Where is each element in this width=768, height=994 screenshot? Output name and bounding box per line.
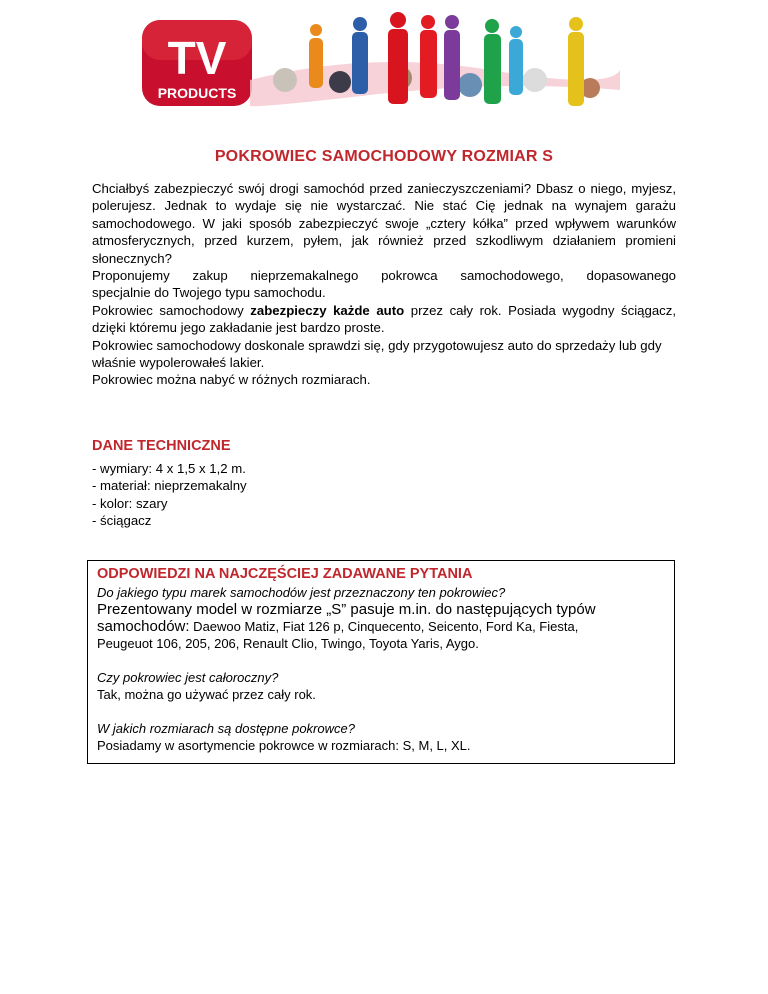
- technical-data-heading: DANE TECHNICZNE: [92, 438, 231, 454]
- technical-item: - ściągacz: [92, 513, 152, 529]
- technical-item: - kolor: szary: [92, 495, 168, 511]
- intro-paragraph-2-line-1: Proponujemy zakup nieprzemakalnego pokrowca samochodowego, dopasowanego: [92, 268, 676, 284]
- intro-paragraph-2-line-2: specjalnie do Twojego typu samochodu.: [92, 285, 326, 301]
- intro-paragraph-5: Pokrowiec można nabyć w różnych rozmiarach.: [92, 372, 371, 388]
- faq-box: [87, 560, 675, 764]
- faq-answer-1-line-2: [97, 618, 667, 635]
- faq-answer-3: Posiadamy w asortymencie pokrowce w rozmiarach: S, M, L, XL.: [97, 738, 471, 753]
- faq-answer-2: Tak, można go używać przez cały rok.: [97, 687, 316, 702]
- faq-answer-1-line-3: Peugeuot 106, 205, 206, Renault Clio, Twingo, Toyota Yaris, Aygo.: [97, 636, 479, 651]
- intro-paragraph-3-bold: zabezpieczy każde auto: [250, 302, 405, 318]
- logo-tv-text: TV: [167, 32, 227, 84]
- faq-body: [97, 584, 667, 754]
- technical-item: - wymiary: 4 x 1,5 x 1,2 m.: [92, 461, 246, 476]
- faq-question-2: Czy pokrowiec jest całoroczny?: [97, 670, 279, 685]
- faq-answer-1-models: Daewoo Matiz, Fiat 126 p, Cinquecento, Seicento, Ford Ka, Fiesta,: [189, 619, 579, 634]
- header-banner: [140, 10, 620, 120]
- faq-answer-1-line-1: Prezentowany model w rozmiarze „S” pasuje m.in. do następujących typów: [97, 601, 596, 618]
- intro-paragraph-3: [92, 302, 676, 337]
- intro-paragraph-3-start: Pokrowiec samochodowy: [92, 302, 251, 318]
- technical-item: - materiał: nieprzemakalny: [92, 478, 247, 494]
- faq-heading: ODPOWIEDZI NA NAJCZĘŚCIEJ ZADAWANE PYTANIA: [97, 566, 473, 582]
- intro-paragraph-1: Chciałbyś zabezpieczyć swój drogi samochód przed zanieczyszczeniami? Dbasz o niego, myjesz, polerujesz. Jednak to wydaje się nie wystarczać. Nie stać Cię jednak na wynajem garażu samochodowego. W jaki sposób zabezpieczyć swoje „cztery kółka” przed wpływem warunków atmosferycznych, przed kurzem, pyłem, jak również przed szkodliwym działaniem promieni słonecznych?: [92, 181, 676, 266]
- faq-question-3: W jakich rozmiarach są dostępne pokrowce?: [97, 721, 355, 736]
- intro-section: [92, 180, 676, 389]
- technical-data-list: [92, 460, 676, 530]
- faq-question-1: Do jakiego typu marek samochodów jest przeznaczony ten pokrowiec?: [97, 585, 506, 600]
- page-title: POKROWIEC SAMOCHODOWY ROZMIAR S: [214, 148, 554, 165]
- tv-products-logo: [140, 18, 254, 108]
- intro-paragraph-3-end: przez cały rok. Posiada wygodny ściągacz, dzięki któremu jego zakładanie jest bardzo proste.: [92, 302, 676, 336]
- intro-paragraph-4: Pokrowiec samochodowy doskonale sprawdzi się, gdy przygotowujesz auto do sprzedaży lub gdy właśnie wypolerowałeś lakier.: [92, 337, 662, 371]
- logo-products-text: PRODUCTS: [157, 85, 237, 101]
- people-silhouettes-banner: [250, 10, 620, 120]
- faq-answer-1-lead: samochodów:: [97, 618, 190, 635]
